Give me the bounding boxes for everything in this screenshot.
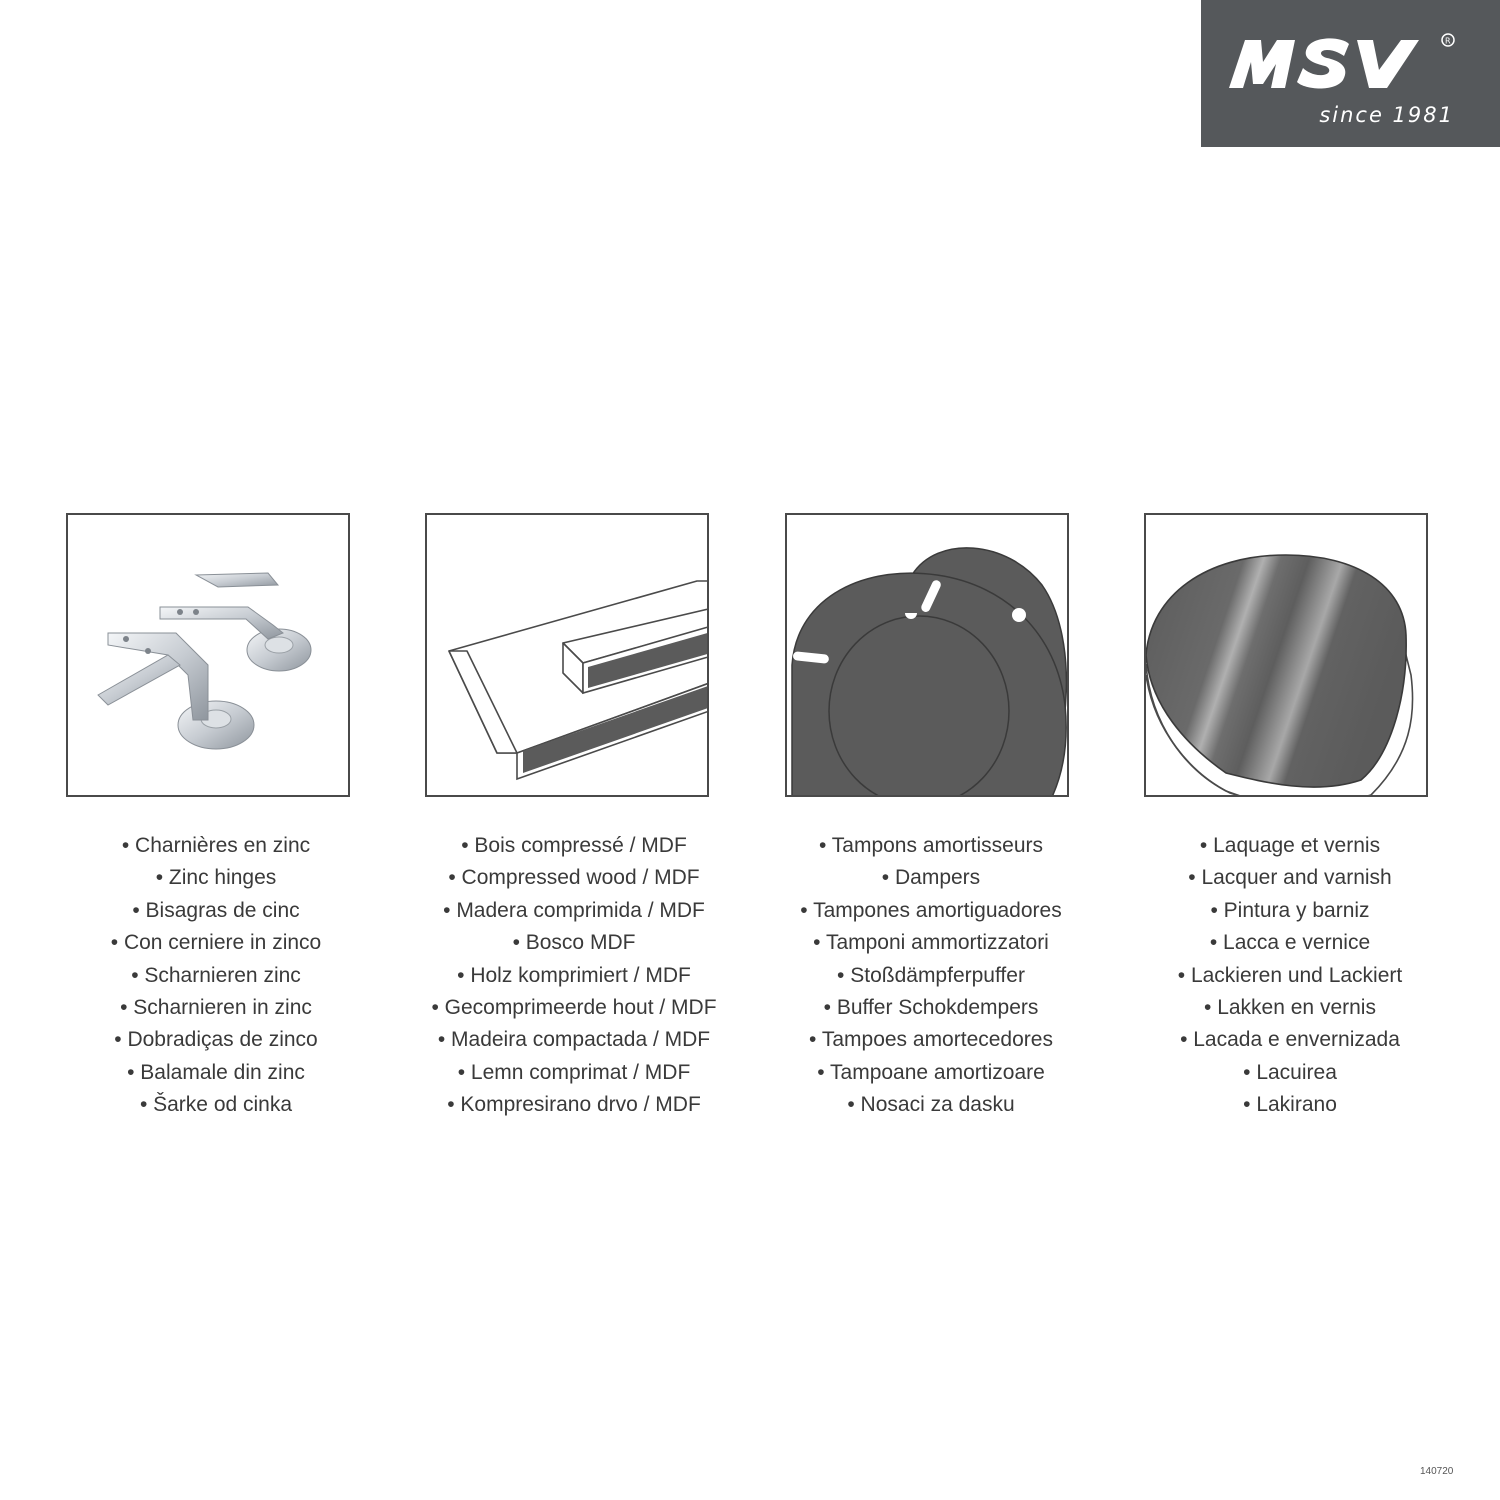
list-item: • Šarke od cinka xyxy=(139,1093,293,1117)
feature-list-lacquer xyxy=(1110,830,1470,1122)
list-item: • Zinc hinges xyxy=(155,866,277,890)
list-item: • Holz komprimiert / MDF xyxy=(457,963,691,987)
list-item: • Pintura y barniz xyxy=(1210,898,1370,922)
list-item: • Tampoane amortizoare xyxy=(817,1060,1045,1084)
list-item: • Stoßdämpferpuffer xyxy=(837,963,1025,987)
list-item: • Scharnieren in zinc xyxy=(120,996,312,1020)
list-item: • Balamale din zinc xyxy=(127,1060,305,1084)
lacquer-panel xyxy=(1144,513,1428,797)
mdf-wood-panel xyxy=(425,513,709,797)
list-item: • Bosco MDF xyxy=(512,931,636,955)
list-item: • Lackieren und Lackiert xyxy=(1177,963,1403,987)
list-item: • Charnières en zinc xyxy=(121,834,311,857)
list-item: • Lemn comprimat / MDF xyxy=(457,1060,691,1084)
document-code: 140720 xyxy=(1420,1466,1454,1477)
list-item: • Con cerniere in zinco xyxy=(110,931,322,955)
list-item: • Laquage et vernis xyxy=(1199,834,1381,857)
list-item: • Lacuirea xyxy=(1243,1060,1337,1084)
zinc-hinges-icon xyxy=(68,515,350,797)
zinc-hinges-panel xyxy=(66,513,350,797)
list-item: • Lakirano xyxy=(1243,1093,1337,1117)
list-item: • Bisagras de cinc xyxy=(132,898,300,922)
list-item: • Tampoes amortecedores xyxy=(809,1028,1053,1052)
list-item: • Tampones amortiguadores xyxy=(800,898,1062,922)
list-item: • Compressed wood / MDF xyxy=(448,866,700,890)
logo-tagline: since 1981 xyxy=(1319,103,1454,127)
dampers-icon xyxy=(787,515,1069,797)
list-item: • Tamponi ammortizzatori xyxy=(813,931,1049,955)
list-item: • Kompresirano drvo / MDF xyxy=(447,1093,701,1117)
feature-list-dampers xyxy=(751,830,1111,1122)
list-item: • Madeira compactada / MDF xyxy=(437,1028,711,1052)
list-item: • Lacca e vernice xyxy=(1209,931,1371,955)
list-item: • Bois compressé / MDF xyxy=(461,834,687,857)
list-item: • Buffer Schokdempers xyxy=(823,996,1039,1020)
feature-list-zinc-hinges xyxy=(36,830,396,1122)
svg-text:R: R xyxy=(1445,36,1451,46)
list-item: • Lacada e envernizada xyxy=(1180,1028,1400,1052)
list-item: • Nosaci za dasku xyxy=(847,1093,1015,1117)
mdf-wood-icon xyxy=(427,515,709,797)
list-item: • Lakken en vernis xyxy=(1204,996,1376,1020)
list-item: • Madera comprimida / MDF xyxy=(443,898,705,922)
list-item: • Gecomprimeerde hout / MDF xyxy=(431,996,717,1020)
dampers-panel xyxy=(785,513,1069,797)
list-item: • Tampons amortisseurs xyxy=(818,834,1044,857)
msv-logo xyxy=(1201,0,1500,147)
list-item: • Dampers xyxy=(881,866,981,890)
lacquer-varnish-icon xyxy=(1146,515,1428,797)
list-item: • Dobradiças de zinco xyxy=(114,1028,318,1052)
list-item: • Lacquer and varnish xyxy=(1188,866,1392,890)
list-item: • Scharnieren zinc xyxy=(131,963,301,987)
feature-list-mdf xyxy=(394,830,754,1122)
